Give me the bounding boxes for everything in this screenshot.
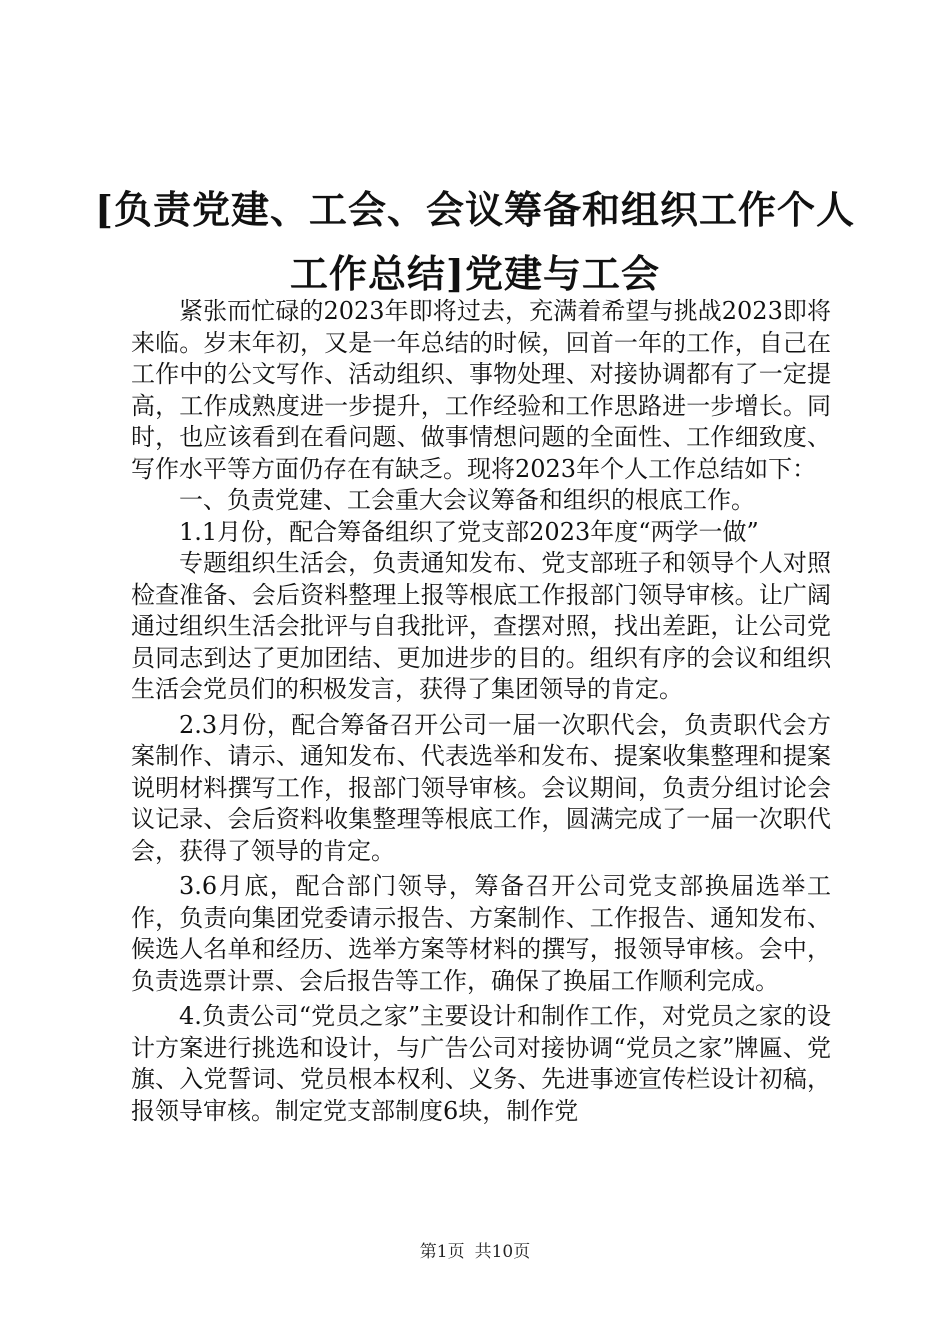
page-footer: [0, 1240, 950, 1264]
paragraph-item-1-heading: 1.1月份，配合筹备组织了党支部2023年度“两学一做”: [179, 517, 759, 546]
document-title-line-2: 工作总结]党建与工会: [290, 251, 660, 296]
paragraph-intro: 紧张而忙碌的2023年即将过去，充满着希望与挑战2023即将来临。岁末年初，又是一年总结的时候，回首一年的工作，自己在工作中的公文写作、活动组织、事物处理、对接协调都有了一定提高，工作成熟度进一步提升，工作经验和工作思路进一步增长。同时，也应该看到在看问题、做事情想问题的全面性、工作细致度、写作水平等方面仍存在有缺乏。现将2023年个人工作总结如下：: [131, 297, 831, 483]
document-title-line-1: [负责党建、工会、会议筹备和组织工作个人: [95, 187, 855, 232]
paragraph-item-3: 3.6月底，配合部门领导，筹备召开公司党支部换届选举工作，负责向集团党委请示报告、方案制作、工作报告、通知发布、候选人名单和经历、选举方案等材料的撰写，报领导审核。会中，负责选票计票、会后报告等工作，确保了换届工作顺利完成。: [131, 872, 831, 995]
paragraph-section-heading: 一、负责党建、工会重大会议筹备和组织的根底工作。: [179, 486, 755, 514]
paragraph-item-4: 4.负责公司“党员之家”主要设计和制作工作，对党员之家的设计方案进行挑选和设计，与广告公司对接协调“党员之家”牌匾、党旗、入党誓词、党员根本权利、义务、先进事迹宣传栏设计初稿，报领导审核。制定党支部制度6块，制作党: [131, 1002, 831, 1125]
document-body: [131, 296, 831, 1127]
paragraph-item-1-body: 专题组织生活会，负责通知发布、党支部班子和领导个人对照检查准备、会后资料整理上报等根底工作报部门领导审核。让广阔通过组织生活会批评与自我批评，查摆对照，找出差距，让公司党员同志到达了更加团结、更加进步的目的。组织有序的会议和组织生活会党员们的积极发言，获得了集团领导的肯定。: [131, 549, 831, 703]
paragraph-item-2: 2.3月份，配合筹备召开公司一届一次职代会，负责职代会方案制作、请示、通知发布、代表选举和发布、提案收集整理和提案说明材料撰写工作，报部门领导审核。会议期间，负责分组讨论会议记录、会后资料收集整理等根底工作，圆满完成了一届一次职代会，获得了领导的肯定。: [131, 710, 831, 865]
page-number: 第1页: [419, 1242, 465, 1262]
page-total: 共10页: [474, 1242, 531, 1262]
